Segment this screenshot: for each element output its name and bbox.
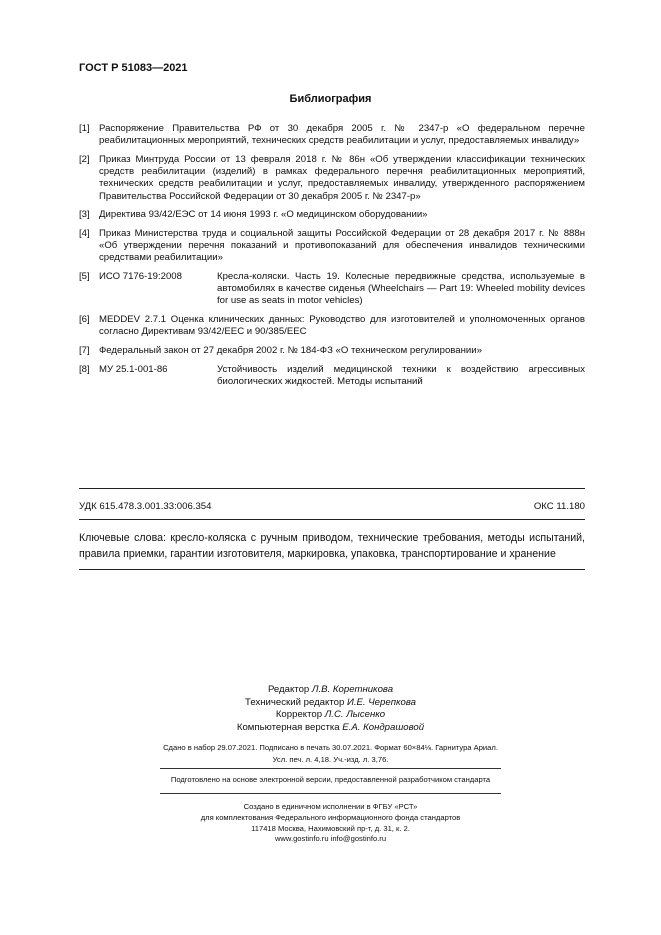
publisher-line: для комплектования Федерального информационного фонда стандартов xyxy=(200,812,461,822)
publisher-line: Создано в единичном исполнении в ФГБУ «РСТ» xyxy=(243,802,418,811)
reference-text: Директива 93/42/ЕЭС от 14 июня 1993 г. «О медицинском оборудовании» xyxy=(99,209,428,221)
print-info-line: Сдано в набор 29.07.2021. Подписано в печать 30.07.2021. Формат 60×84⅛. Гарнитура Ариал. xyxy=(163,743,498,752)
credits-block xyxy=(0,684,661,734)
divider xyxy=(79,488,585,489)
editor-name: Л.В. Коретникова xyxy=(311,684,394,695)
reference-number: [6] xyxy=(79,314,90,326)
reference-number: [7] xyxy=(79,345,90,357)
udk-code: УДК 615.478.3.001.33:006.354 xyxy=(79,501,212,512)
keywords: Ключевые слова: кресло-коляска с ручным приводом, технические требования, методы испытаний, правила приемки, гарантии изготовителя, маркировка, упаковка, транспортирование и хранение xyxy=(79,532,585,560)
reference-text: Федеральный закон от 27 декабря 2002 г. № 184-ФЗ «О техническом регулировании» xyxy=(99,345,482,357)
print-info xyxy=(0,742,661,766)
reference-item xyxy=(79,271,585,308)
reference-item xyxy=(79,209,585,221)
reference-text: Приказ Министерства труда и социальной защиты Российской Федерации от 28 декабря 2017 г. № 888н «Об утверждении перечня показаний и противопоказаний для обеспечения инвалидов техническими средствами реабилитации» xyxy=(99,227,585,264)
reference-number: [8] xyxy=(79,363,90,375)
reference-code: ИСО 7176-19:2008 xyxy=(99,271,182,283)
divider xyxy=(79,519,585,520)
tech-editor-name: И.Е. Черепкова xyxy=(346,696,416,708)
reference-item xyxy=(79,228,585,265)
reference-text: MEDDEV 2.7.1 Оценка клинических данных: Руководство для изготовителей и уполномоченных органов согласно Директивам 93/42/ЕЕС и 90/385/ЕЕС xyxy=(99,314,585,338)
oks-code: ОКС 11.180 xyxy=(533,501,585,512)
credit-corrector: Корректор Л.С. Лысенко xyxy=(275,709,386,720)
divider xyxy=(160,768,501,769)
credit-tech-editor: Технический редактор И.Е. Черепкова xyxy=(245,696,416,708)
standard-number: ГОСТ Р 51083—2021 xyxy=(79,62,188,74)
credit-layout: Компьютерная верстка Е.А. Кондрашовой xyxy=(236,721,425,733)
credit-editor: Редактор Л.В. Коретникова xyxy=(267,684,394,695)
reference-item xyxy=(79,314,585,338)
bibliography-list xyxy=(79,123,585,395)
reference-item xyxy=(79,345,585,357)
publisher-block xyxy=(0,802,661,845)
reference-number: [1] xyxy=(79,123,90,134)
publisher-line: 117418 Москва, Нахимовский пр-т, д. 31, к. 2. xyxy=(251,823,410,833)
prepared-note: Подготовлено на основе электронной версии, предоставленной разработчиком стандарта xyxy=(170,775,491,784)
reference-number: [5] xyxy=(79,271,90,283)
section-title: Библиография xyxy=(289,93,372,105)
divider xyxy=(160,793,501,794)
reference-number: [3] xyxy=(79,209,90,221)
reference-item xyxy=(79,364,585,388)
print-info-line: Усл. печ. л. 4,18. Уч.-изд. л. 3,76. xyxy=(272,755,389,765)
reference-text: Устойчивость изделий медицинской техники к воздействию агрессивных биологических жидкостей. Методы испытаний xyxy=(217,363,585,387)
reference-item xyxy=(79,123,585,147)
reference-text: Распоряжение Правительства РФ от 30 декабря 2005 г. № 2347-р «О федеральном перечне реабилитационных мероприятий, технических средств реабилитации и услуг, предоставляемых инвалиду» xyxy=(99,123,585,147)
reference-number: [4] xyxy=(79,227,90,239)
corrector-name: Л.С. Лысенко xyxy=(324,709,386,720)
reference-text: Приказ Минтруда России от 13 февраля 2018 г. № 86н «Об утверждении классификации технических средств реабилитации (изделий) в рамках федерального перечня реабилитационных мероприятий, технических средств реабилитации и услуг, предоставляемых инвалиду, утвержденного распоряжением Правительства Российской Федерации от 30 декабря 2005 г. № 2347-р» xyxy=(99,153,585,202)
reference-number: [2] xyxy=(79,153,90,165)
reference-text: Кресла-коляски. Часть 19. Колесные передвижные средства, используемые в автомобилях в качестве сиденья (Wheelchairs — Part 19: Wheeled mobility devices for use as seats in motor vehicles) xyxy=(217,271,585,307)
reference-code: МУ 25.1-001-86 xyxy=(99,363,168,375)
divider xyxy=(79,569,585,570)
publisher-contacts: www.gostinfo.ru info@gostinfo.ru xyxy=(274,834,387,844)
layout-name: Е.А. Кондрашовой xyxy=(342,721,425,733)
reference-item xyxy=(79,154,585,203)
